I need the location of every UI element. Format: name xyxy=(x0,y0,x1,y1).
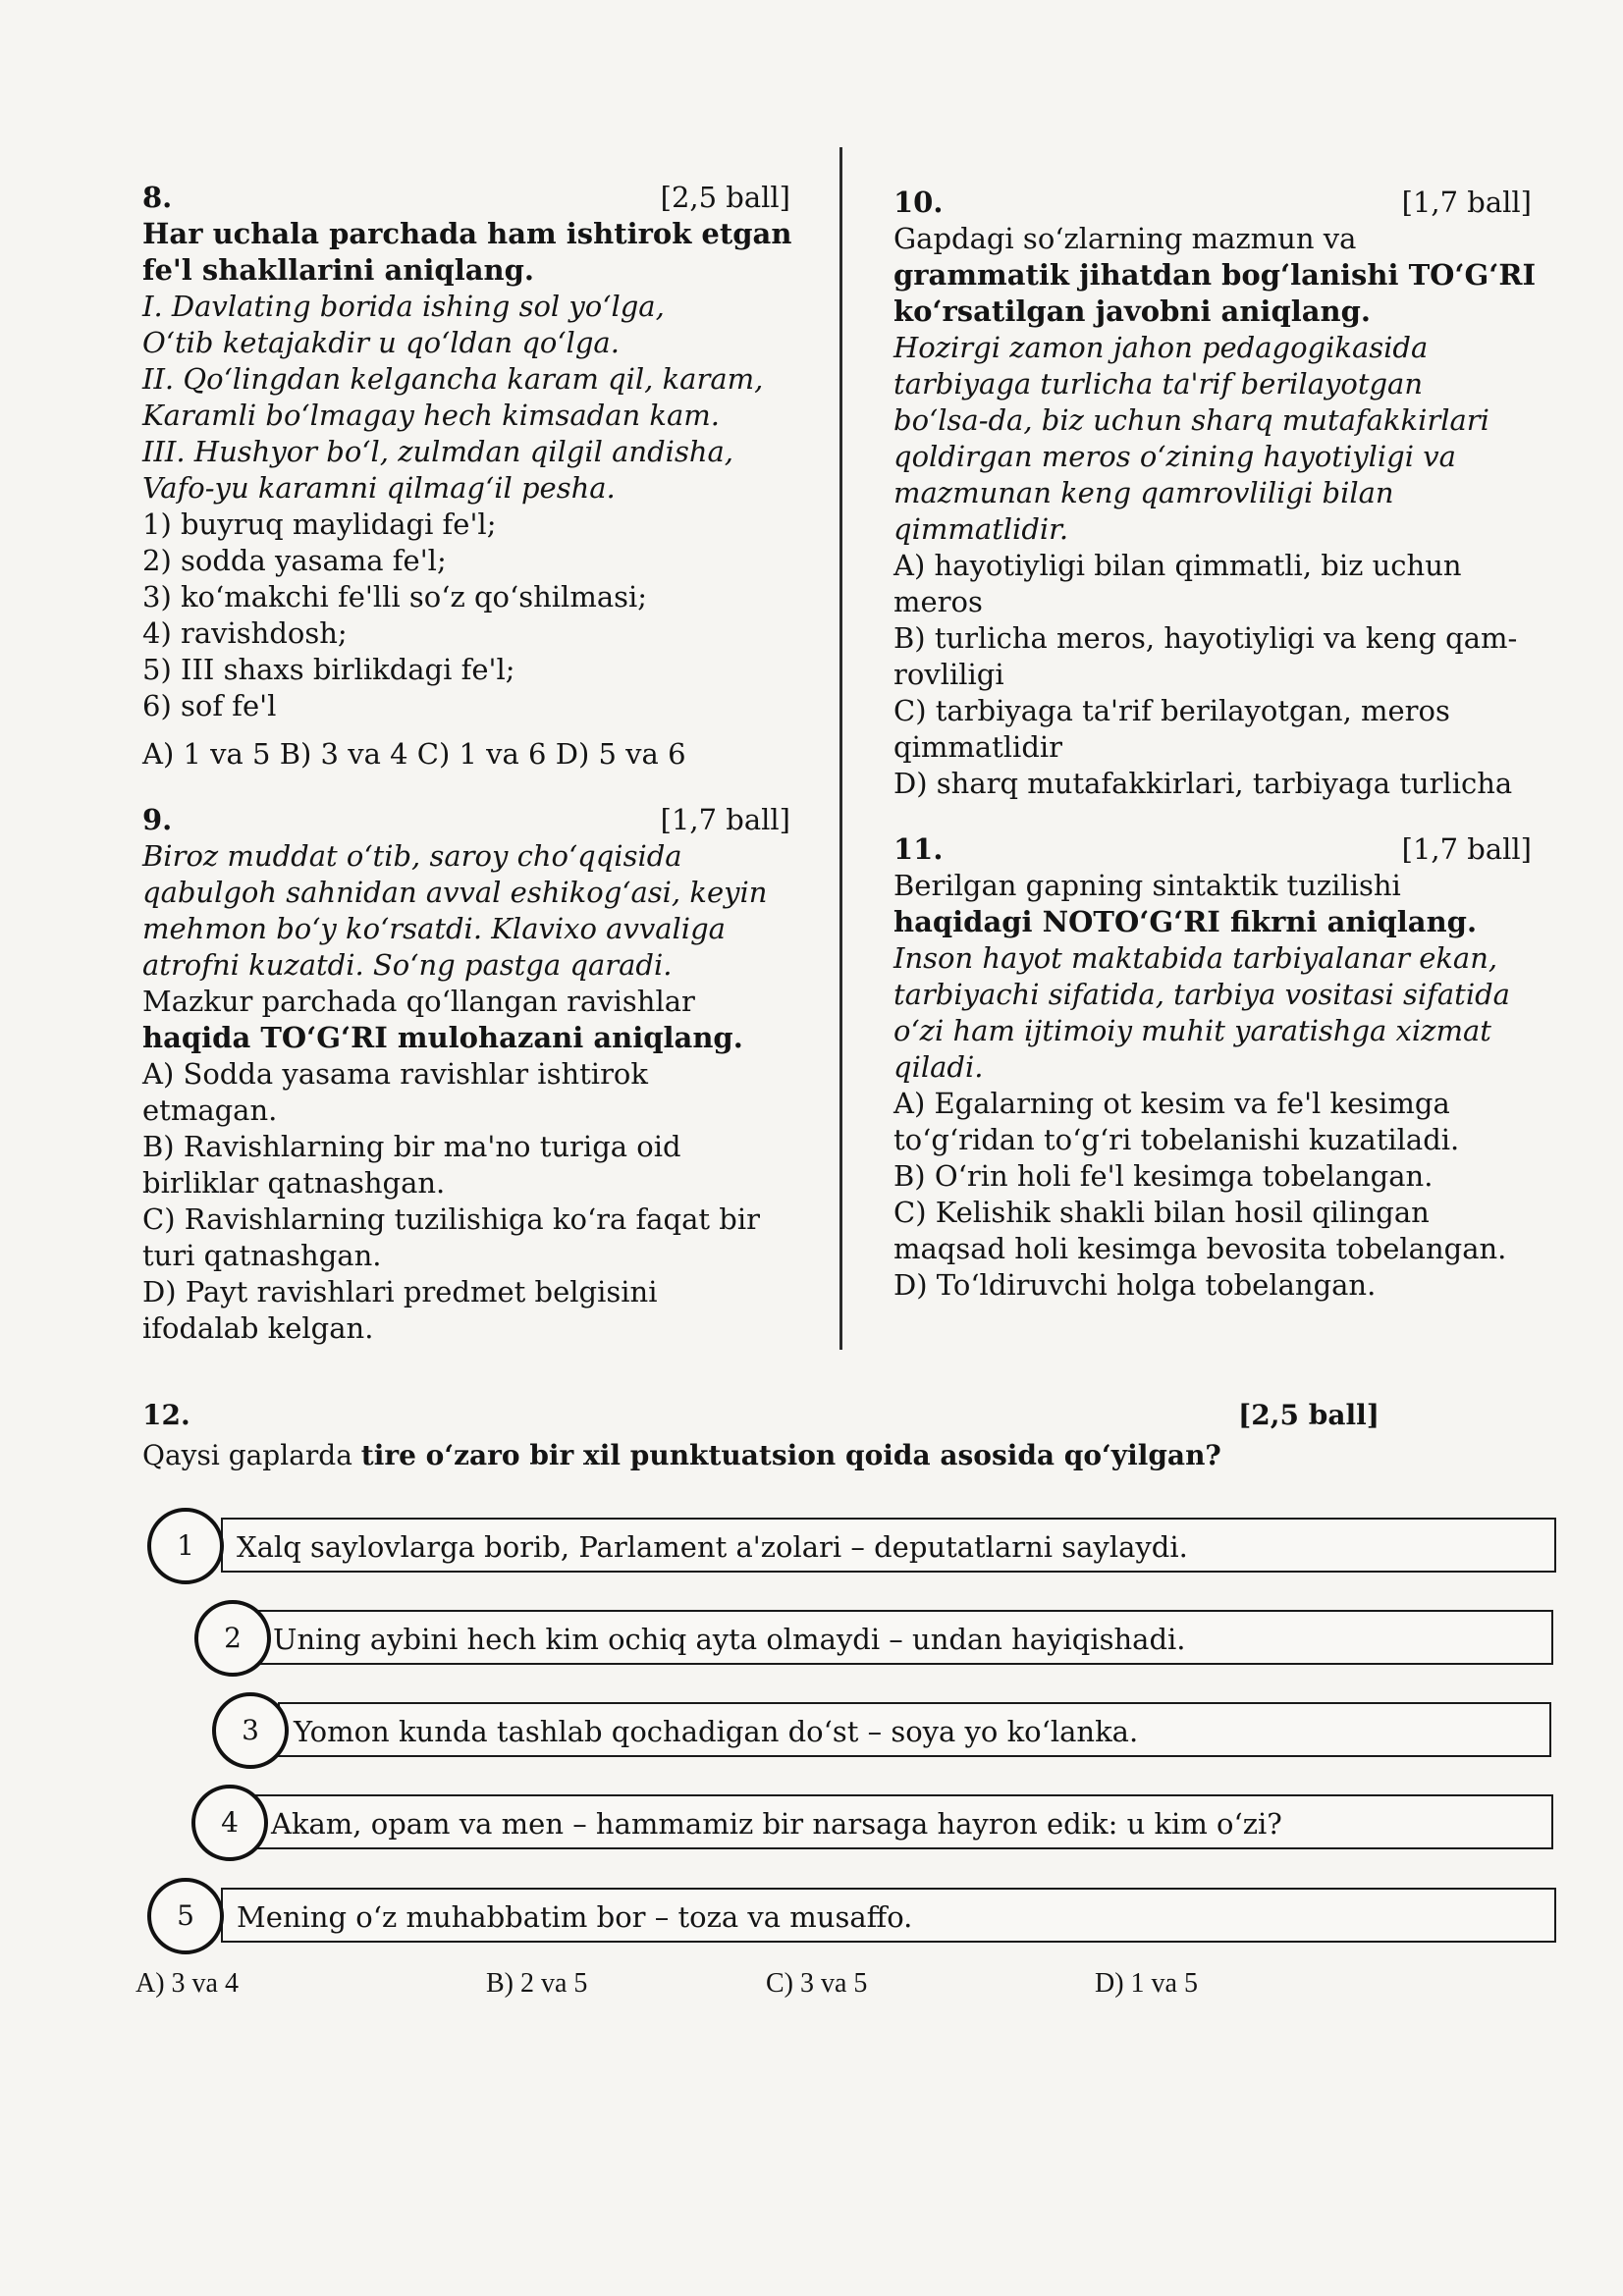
answer-option-b: B) 2 va 5 xyxy=(486,1968,588,1999)
option-line: D) Payt ravishlari predmet belgisini xyxy=(142,1275,658,1308)
verse-line: II. Qo‘lingdan kelgancha karam qil, karam, xyxy=(142,362,764,396)
passage-line: atrofni kuzatdi. So‘ng pastga qaradi. xyxy=(142,948,673,982)
passage-line: mazmunan keng qamrovliligi bilan xyxy=(893,476,1394,509)
option-line: qimmatlidir xyxy=(893,730,1063,764)
verse-line: I. Davlating borida ishing sol yo‘lga, xyxy=(142,290,665,323)
sentence-text: Akam, opam va men – hammamiz bir narsaga hayron edik: u kim o‘zi? xyxy=(271,1807,1282,1841)
sentence-number-3: 3 xyxy=(212,1692,289,1769)
question-points: [1,7 ball] xyxy=(1401,832,1532,866)
list-item: 4) ravishdosh; xyxy=(142,616,348,650)
right-column xyxy=(893,185,1537,1304)
option-line: D) sharq mutafakkirlari, tarbiyaga turlicha xyxy=(893,767,1513,800)
column-divider xyxy=(839,147,842,1350)
answer-option-d: D) 1 va 5 xyxy=(1095,1968,1198,1999)
passage-line: o‘zi ham ijtimoiy muhit yaratishga xizmat xyxy=(893,1014,1491,1047)
passage-line: qimmatlidir. xyxy=(893,512,1069,546)
list-item: 1) buyruq maylidagi fe'l; xyxy=(142,507,497,541)
question-number: 8. xyxy=(142,181,173,214)
option-line: C) Ravishlarning tuzilishiga ko‘ra faqat bir xyxy=(142,1202,760,1236)
passage-line: qiladi. xyxy=(893,1050,984,1084)
verse-line: III. Hushyor bo‘l, zulmdan qilgil andisha, xyxy=(142,435,734,468)
list-item: 5) III shaxs birlikdagi fe'l; xyxy=(142,653,515,686)
sentence-box-5 xyxy=(221,1888,1556,1943)
verse-line: Vafo-yu karamni qilmag‘il pesha. xyxy=(142,471,616,505)
question-8-header xyxy=(142,180,790,216)
option-line: D) To‘ldiruvchi holga tobelangan. xyxy=(893,1268,1377,1302)
question-prompt-line: Har uchala parchada ham ishtirok etgan xyxy=(142,217,792,250)
sentence-box-2 xyxy=(257,1610,1553,1665)
question-points: [1,7 ball] xyxy=(1401,186,1532,219)
sentence-box-4 xyxy=(255,1794,1553,1849)
question-prompt-line: Gapdagi so‘zlarning mazmun va xyxy=(893,222,1357,255)
option-line: meros xyxy=(893,585,983,618)
sentence-box-3 xyxy=(278,1702,1551,1757)
verse-line: Karamli bo‘lmagay hech kimsadan kam. xyxy=(142,399,720,432)
sentence-number-1: 1 xyxy=(147,1508,224,1584)
left-column xyxy=(142,180,790,1347)
question-9-header xyxy=(142,802,790,838)
answer-options: A) 1 va 5 B) 3 va 4 C) 1 va 6 D) 5 va 6 xyxy=(142,737,686,771)
question-number: 11. xyxy=(893,832,944,866)
option-line: B) Ravishlarning bir ma'no turiga oid xyxy=(142,1130,681,1163)
question-prompt-bold: tire o‘zaro bir xil punktuatsion qoida asosida qo‘yilgan? xyxy=(360,1439,1221,1471)
option-line: B) O‘rin holi fe'l kesimga tobelangan. xyxy=(893,1159,1434,1193)
list-item: 2) sodda yasama fe'l; xyxy=(142,544,447,577)
sentence-number-2: 2 xyxy=(194,1600,271,1677)
list-item: 6) sof fe'l xyxy=(142,689,277,722)
passage-line: tarbiyaga turlicha ta'rif berilayotgan xyxy=(893,367,1424,400)
answer-option-a: A) 3 va 4 xyxy=(135,1968,239,1999)
question-points: [2,5 ball] xyxy=(660,181,790,214)
question-prompt-line: haqida TO‘G‘RI mulohazani aniqlang. xyxy=(142,1021,743,1054)
question-11-header xyxy=(893,831,1532,868)
question-prompt-line: Berilgan gapning sintaktik tuzilishi xyxy=(893,869,1401,902)
passage-line: tarbiyachi sifatida, tarbiya vositasi sifatida xyxy=(893,978,1510,1011)
sentence-text: Yomon kunda tashlab qochadigan do‘st – soya yo ko‘lanka. xyxy=(294,1715,1139,1748)
sentence-text: Mening o‘z muhabbatim bor – toza va musaffo. xyxy=(237,1900,913,1934)
option-line: A) hayotiyligi bilan qimmatli, biz uchun xyxy=(893,549,1462,582)
question-prompt-start: Qaysi gaplarda xyxy=(142,1439,361,1471)
question-prompt-line: fe'l shakllarini aniqlang. xyxy=(142,253,534,287)
option-line: C) Kelishik shakli bilan hosil qilingan xyxy=(893,1196,1430,1229)
option-line: rovliligi xyxy=(893,658,1004,691)
question-prompt-line: haqidagi NOTO‘G‘RI fikrni aniqlang. xyxy=(893,905,1478,938)
question-12 xyxy=(142,1399,1380,1471)
option-line: etmagan. xyxy=(142,1094,278,1127)
verse-line: O‘tib ketajakdir u qo‘ldan qo‘lga. xyxy=(142,326,620,359)
list-item: 3) ko‘makchi fe'lli so‘z qo‘shilmasi; xyxy=(142,580,648,614)
passage-line: bo‘lsa-da, biz uchun sharq mutafakkirlari xyxy=(893,403,1489,437)
passage-line: mehmon bo‘y ko‘rsatdi. Klavixo avvaliga xyxy=(142,912,726,945)
passage-line: Biroz muddat o‘tib, saroy cho‘qqisida xyxy=(142,839,682,873)
option-line: maqsad holi kesimga bevosita tobelangan. xyxy=(893,1232,1507,1265)
sentence-number-4: 4 xyxy=(191,1785,268,1861)
sentence-text: Xalq saylovlarga borib, Parlament a'zolari – deputatlarni saylaydi. xyxy=(237,1530,1188,1564)
question-prompt-line: ko‘rsatilgan javobni aniqlang. xyxy=(893,294,1371,328)
question-number: 9. xyxy=(142,803,173,836)
passage-line: qoldirgan meros o‘zining hayotiyligi va xyxy=(893,440,1456,473)
passage-line: Hozirgi zamon jahon pedagogikasida xyxy=(893,331,1429,364)
option-line: C) tarbiyaga ta'rif berilayotgan, meros xyxy=(893,694,1450,727)
question-12-header xyxy=(142,1399,1380,1431)
question-points: [1,7 ball] xyxy=(660,803,790,836)
answer-option-c: C) 3 va 5 xyxy=(766,1968,868,1999)
question-number: 10. xyxy=(893,186,944,219)
option-line: A) Sodda yasama ravishlar ishtirok xyxy=(142,1057,648,1091)
sentence-number-5: 5 xyxy=(147,1878,224,1954)
passage-line: qabulgoh sahnidan avval eshikog‘asi, keyin xyxy=(142,876,768,909)
option-line: ifodalab kelgan. xyxy=(142,1311,374,1345)
option-line: A) Egalarning ot kesim va fe'l kesimga xyxy=(893,1087,1450,1120)
question-points: [2,5 ball] xyxy=(1238,1399,1380,1431)
question-prompt-line: grammatik jihatdan bog‘lanishi TO‘G‘RI xyxy=(893,258,1537,292)
sentence-text: Uning aybini hech kim ochiq ayta olmaydi – undan hayiqishadi. xyxy=(273,1623,1186,1656)
question-prompt-line: Mazkur parchada qo‘llangan ravishlar xyxy=(142,985,695,1018)
question-10-header xyxy=(893,185,1532,221)
option-line: birliklar qatnashgan. xyxy=(142,1166,446,1200)
passage-line: Inson hayot maktabida tarbiyalanar ekan, xyxy=(893,941,1498,975)
option-line: turi qatnashgan. xyxy=(142,1239,382,1272)
option-line: B) turlicha meros, hayotiyligi va keng qam- xyxy=(893,621,1518,655)
question-prompt xyxy=(142,1439,1380,1471)
sentence-box-1 xyxy=(221,1518,1556,1573)
option-line: to‘g‘ridan to‘g‘ri tobelanishi kuzatiladi. xyxy=(893,1123,1460,1156)
question-number: 12. xyxy=(142,1399,190,1431)
